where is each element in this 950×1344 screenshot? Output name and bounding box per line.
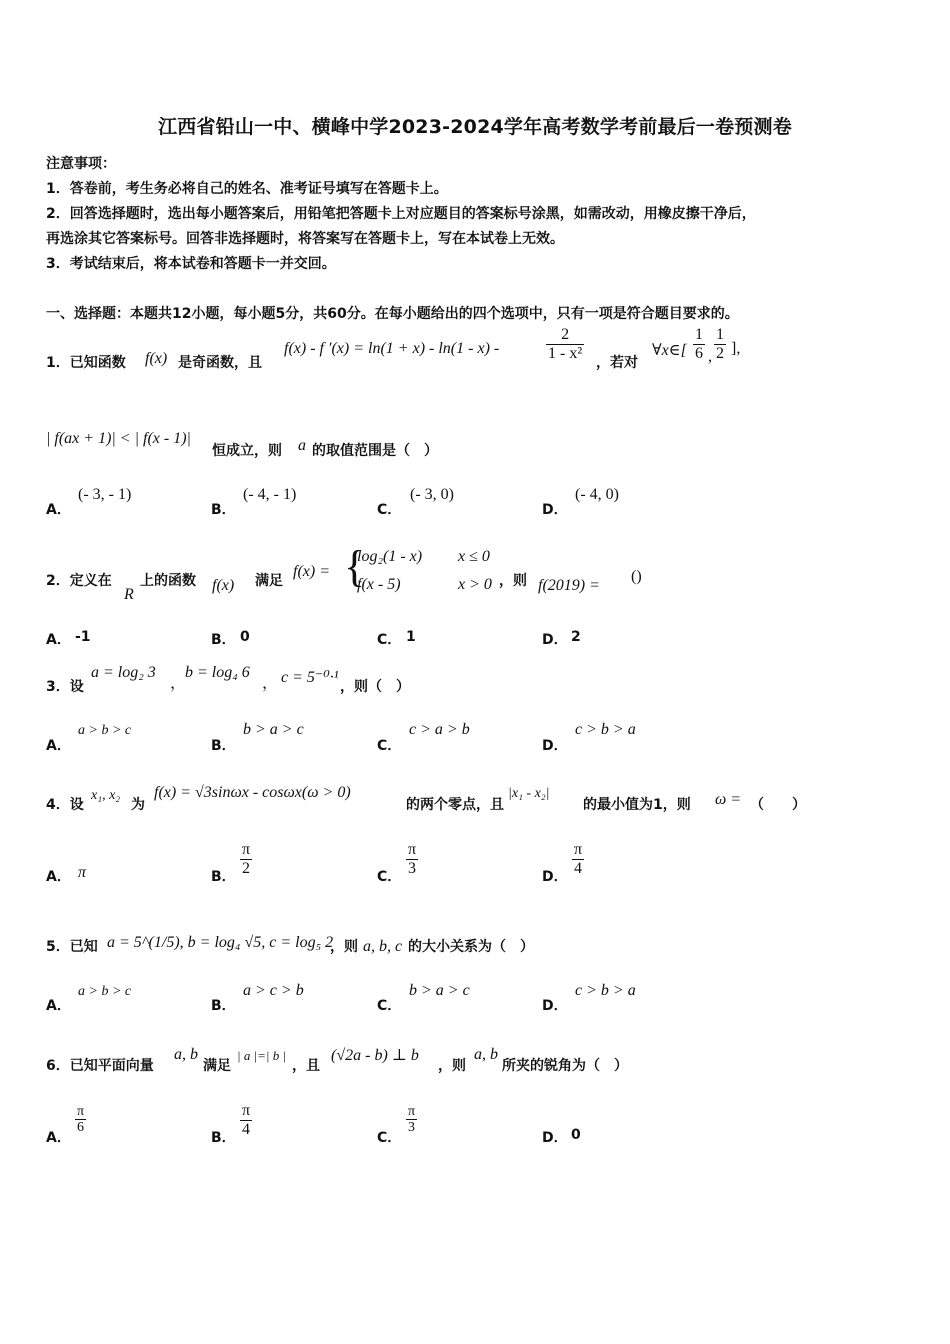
q3-option-c: c > a > b xyxy=(409,721,470,738)
q3-option-d: c > b > a xyxy=(575,721,636,738)
q2-option-a: -1 xyxy=(75,629,91,645)
notice-item: 3．考试结束后，将本试卷和答题卡一并交回。 xyxy=(46,256,336,272)
q4-text: 为 xyxy=(131,797,145,813)
q2-text: 满足 xyxy=(255,573,283,589)
q3-option-b: b > a > c xyxy=(243,721,304,738)
q2-option-d: 2 xyxy=(571,629,581,645)
question-5-intro: 5．已知 xyxy=(46,939,98,955)
option-label: D． xyxy=(542,998,568,1014)
q6-condition: | a |=| b | xyxy=(237,1048,287,1063)
q3-text: ，则（ ） xyxy=(340,679,410,695)
q2-case1: log₂(1 - x) xyxy=(357,548,423,565)
q6-text: 满足 xyxy=(203,1058,231,1074)
option-label: D． xyxy=(542,869,568,885)
q2-lhs: f(x) = xyxy=(293,563,330,580)
section-heading: 一、选择题：本题共12小题，每小题5分，共60分。在每小题给出的四个选项中，只有一项是符合题目要求的。 xyxy=(46,306,739,322)
q2-text: ，则 xyxy=(499,573,527,589)
option-label: A． xyxy=(46,998,71,1014)
option-label: C． xyxy=(377,502,402,518)
q1-fraction: $\frac{2}{\text{1 - x²}}$ xyxy=(548,326,583,362)
q5-abc: a, b, c xyxy=(363,938,403,955)
q4-option-a: π xyxy=(78,864,87,881)
q5-option-a: a > b > c xyxy=(78,984,132,999)
question-1-intro: 1．已知函数 xyxy=(46,355,126,371)
q2-paren: () xyxy=(631,568,642,585)
q1-equation: f(x) - f ′(x) = ln(1 + x) - ln(1 - x) - xyxy=(284,340,500,357)
q5-option-b: a > c > b xyxy=(243,982,304,999)
q4-text: （ ） xyxy=(750,797,806,813)
option-label: A． xyxy=(46,502,71,518)
notice-heading: 注意事项： xyxy=(46,156,116,172)
q6-option-c: $\frac{\pi}{3}$ xyxy=(408,1104,416,1136)
question-2-intro: 2．定义在 xyxy=(46,573,112,589)
q4-function: f(x) = √3sinωx - cosωx(ω > 0) xyxy=(154,784,351,801)
option-label: C． xyxy=(377,1130,402,1146)
notice-item: 再选涂其它答案标号。回答非选择题时，将答案写在答题卡上，写在本试卷上无效。 xyxy=(46,231,564,247)
question-6-intro: 6．已知平面向量 xyxy=(46,1058,154,1074)
option-label: B． xyxy=(211,738,236,754)
q1-option-b: (- 4, - 1) xyxy=(243,486,297,503)
option-label: D． xyxy=(542,738,568,754)
q2-option-c: 1 xyxy=(406,629,416,645)
q1-close: ], xyxy=(731,340,741,357)
page-title: 江西省铅山一中、横峰中学2023-2024学年高考数学考前最后一卷预测卷 xyxy=(158,116,792,138)
q4-text: 的两个零点，且 xyxy=(406,797,504,813)
option-label: B． xyxy=(211,632,236,648)
q2-brace: { xyxy=(344,542,366,591)
q1-a: a xyxy=(298,437,306,454)
option-label: A． xyxy=(46,1130,71,1146)
q6-ab: a, b xyxy=(174,1046,198,1063)
q5-text: ，则 xyxy=(330,939,358,955)
q1-text: 的取值范围是（ ） xyxy=(312,443,438,459)
option-label: B． xyxy=(211,502,236,518)
q1-text: ，若对 xyxy=(596,355,638,371)
q1-forall: ∀x∈[ xyxy=(652,342,687,359)
q6-text: 所夹的锐角为（ ） xyxy=(502,1058,628,1074)
option-label: C． xyxy=(377,632,402,648)
q6-perpendicular: (√2a - b) ⊥ b xyxy=(331,1047,419,1064)
q5-expression: a = 5^(1/5), b = log₄ √5, c = log₅ 2 xyxy=(107,934,334,951)
q4-option-b: $\frac{\pi}{2}$ xyxy=(242,841,251,877)
question-4-intro: 4．设 xyxy=(46,797,84,813)
option-label: D． xyxy=(542,632,568,648)
q1-option-a: (- 3, - 1) xyxy=(78,486,132,503)
notice-item: 1．答卷前，考生务必将自己的姓名、准考证号填写在答题卡上。 xyxy=(46,181,448,197)
q4-text: 的最小值为1，则 xyxy=(583,797,691,813)
q4-abs: |x₁ - x₂| xyxy=(508,786,550,801)
q1-fraction: $\frac{1}{6}$ xyxy=(695,326,703,362)
notice-item: 2．回答选择题时，选出每小题答案后，用铅笔把答题卡上对应题目的答案标号涂黑，如需改动，用橡皮擦干净后， xyxy=(46,206,756,222)
q6-option-b: $\frac{\pi}{4}$ xyxy=(242,1102,251,1138)
option-label: A． xyxy=(46,738,71,754)
q3-a: a = log₂ 3 xyxy=(91,664,156,681)
q3-c: c = 5⁻⁰·¹ xyxy=(281,669,339,686)
option-label: C． xyxy=(377,998,402,1014)
q2-fx: f(x) xyxy=(212,577,235,594)
q4-option-c: $\frac{\pi}{3}$ xyxy=(408,841,417,877)
q6-ab2: a, b xyxy=(474,1046,498,1063)
q1-inequality: | f(ax + 1)| < | f(x - 1)| xyxy=(46,430,191,447)
q5-option-d: c > b > a xyxy=(575,982,636,999)
q2-cond2: x > 0 xyxy=(458,576,492,593)
q4-option-d: $\frac{\pi}{4}$ xyxy=(574,841,583,877)
q3-b: b = log₄ 6 xyxy=(185,664,250,681)
option-label: B． xyxy=(211,1130,236,1146)
option-label: B． xyxy=(211,998,236,1014)
q1-fx: f(x) xyxy=(145,350,168,367)
q2-case2: f(x - 5) xyxy=(357,576,401,593)
q2-ask: f(2019) = xyxy=(538,577,600,594)
q1-text: 恒成立，则 xyxy=(212,443,282,459)
q4-x: x₁, x₂ xyxy=(91,788,121,803)
q5-text: 的大小关系为（ ） xyxy=(408,939,534,955)
q1-option-c: (- 3, 0) xyxy=(410,486,454,503)
option-label: D． xyxy=(542,1130,568,1146)
q6-option-a: $\frac{\pi}{6}$ xyxy=(77,1104,85,1136)
q2-cond1: x ≤ 0 xyxy=(458,548,490,565)
q1-text: 是奇函数，且 xyxy=(178,355,262,371)
option-label: D． xyxy=(542,502,568,518)
option-label: C． xyxy=(377,869,402,885)
q5-option-c: b > a > c xyxy=(409,982,470,999)
option-label: C． xyxy=(377,738,402,754)
option-label: B． xyxy=(211,869,236,885)
option-label: A． xyxy=(46,869,71,885)
q2-R: R xyxy=(124,586,134,603)
q1-fraction: $\frac{1}{2}$ xyxy=(716,326,724,362)
q6-option-d: 0 xyxy=(571,1127,581,1143)
q3-option-a: a > b > c xyxy=(78,723,132,738)
q2-option-b: 0 xyxy=(240,629,250,645)
q6-text: ，且 xyxy=(292,1058,320,1074)
question-3-intro: 3．设 xyxy=(46,679,84,695)
q1-option-d: (- 4, 0) xyxy=(575,486,619,503)
q2-text: 上的函数 xyxy=(140,573,196,589)
q6-text: ，则 xyxy=(438,1058,466,1074)
q4-omega: ω = xyxy=(715,791,742,808)
option-label: A． xyxy=(46,632,71,648)
